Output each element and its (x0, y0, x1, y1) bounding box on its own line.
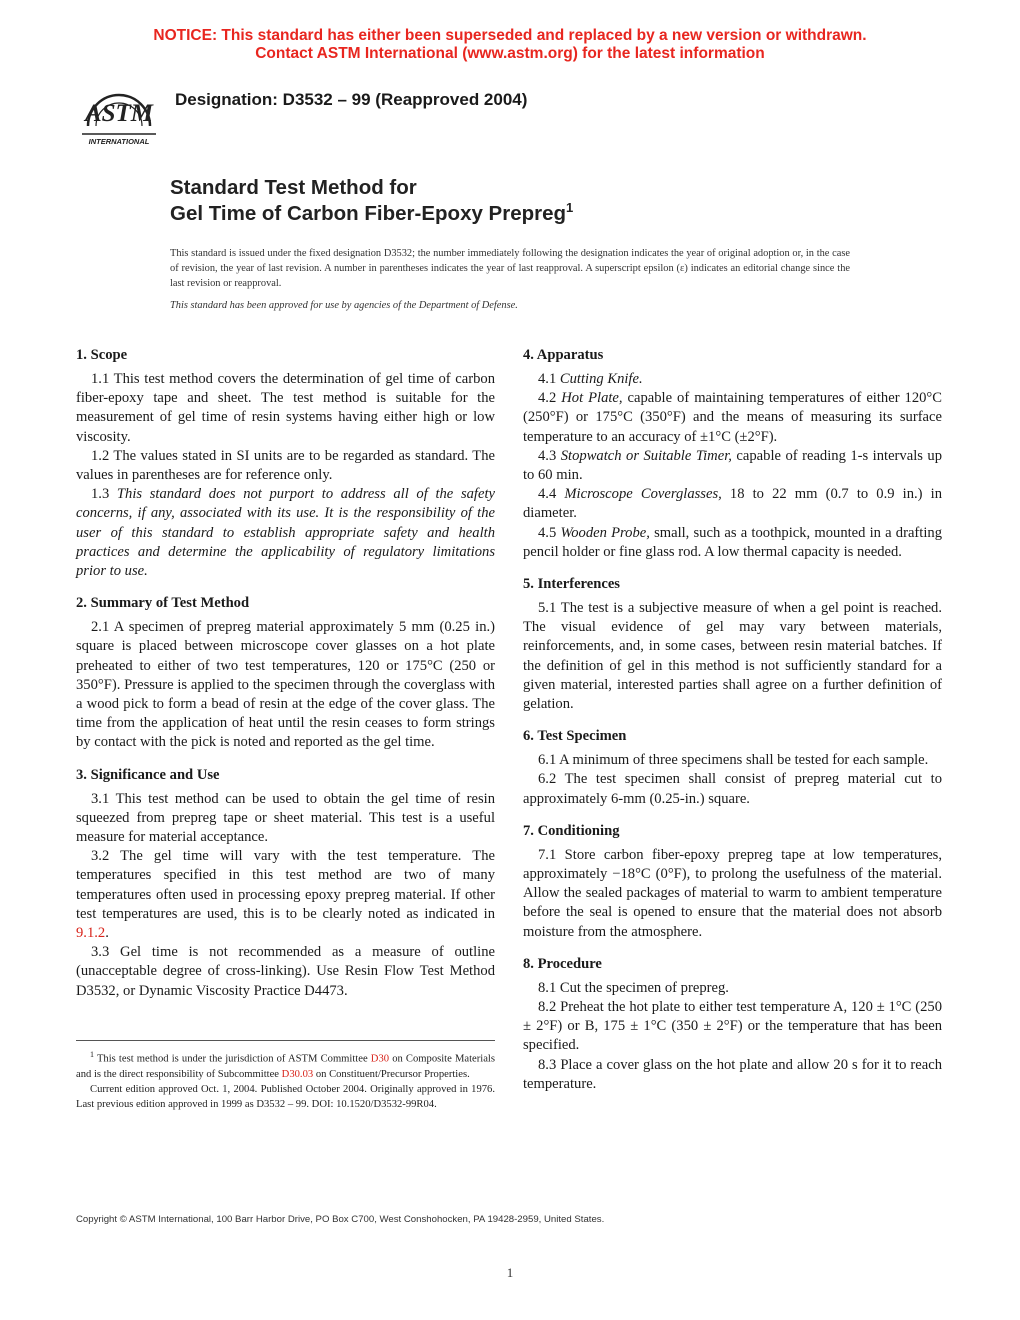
para-text-end: . (105, 925, 109, 942)
right-column (523, 345, 942, 1106)
left-column (76, 345, 495, 1013)
paragraph (523, 770, 942, 808)
paragraph (76, 790, 495, 848)
para-num: 1.1 (91, 371, 110, 387)
para-term: Wooden Probe, (560, 524, 650, 541)
para-num: 3.3 (91, 944, 110, 961)
para-text: Place a cover glass on the hot plate and allow 20 s for it to reach temperature. (523, 1056, 943, 1092)
subcommittee-link-d30-03[interactable]: D30.03 (281, 1068, 314, 1080)
dod-approval-note: This standard has been approved for use by agencies of the Department of Defense. (170, 300, 518, 311)
para-num: 7.1 (538, 846, 557, 863)
withdrawal-notice (0, 27, 1020, 63)
section-heading: 5. Interferences (523, 576, 620, 593)
para-text: This standard does not purport to address all of the safety concerns, if any, associated with its use. It is the responsibility of the user of this standard to establish appropriate safety and health practices and determine the applicability of regulatory limitations prior to use. (76, 486, 495, 580)
section-heading: 7. Conditioning (523, 822, 620, 839)
paragraph (523, 485, 942, 523)
para-num: 5.1 (538, 600, 557, 617)
section-link-9-1-2[interactable]: 9.1.2 (76, 925, 106, 942)
para-num: 3.1 (91, 790, 110, 807)
paragraph (523, 998, 942, 1056)
para-text: The test specimen shall consist of prepreg material cut to approximately 6-mm (0.25-in.) square. (523, 771, 942, 807)
section-summary (76, 593, 495, 752)
section-test-specimen (523, 726, 942, 809)
para-num: 1.3 (91, 486, 110, 503)
para-text: The gel time will vary with the test temperature. The temperatures specified in this test method are two of many temperatures often used in processing epoxy prepreg material. If other test temperatures are used, this is to be clearly noted as indicated in (76, 848, 495, 922)
footnote-text: This test method is under the jurisdiction of ASTM Committee (96, 1053, 368, 1065)
para-text: Preheat the hot plate to either test temperature A, 120 ± 1°C (250 ± 2°F) or B, 175 ± 1°C (350 ± 2°F) or the temperature that has been specified. (523, 999, 942, 1054)
section-heading: 4. Apparatus (523, 347, 604, 363)
para-text: Gel time is not recommended as a measure of outline (unacceptable degree of cross-linking). Use Resin Flow Test Method D3532, or Dynamic Viscosity Practice D4473. (76, 944, 495, 999)
astm-logo-mark (76, 74, 162, 150)
designation: Designation: D3532 – 99 (Reapproved 2004) (175, 90, 528, 109)
para-num: 8.1 (538, 979, 557, 996)
para-num: 4.5 (538, 524, 557, 541)
para-text: Cut the specimen of prepreg. (559, 979, 729, 996)
paragraph (523, 370, 942, 389)
para-num: 1.2 (91, 447, 110, 464)
notice-line-2: Contact ASTM International (www.astm.org) for the latest information (255, 45, 765, 62)
section-significance (76, 765, 495, 1001)
paragraph (76, 485, 495, 581)
paragraph (523, 751, 942, 770)
paragraph (523, 979, 942, 998)
document-title (170, 175, 573, 227)
logo-text: ASTM (84, 100, 154, 127)
notice-line-1: NOTICE: This standard has either been superseded and replaced by a new version or withdrawn. (153, 27, 867, 44)
copyright: Copyright © ASTM International, 100 Barr Harbor Drive, PO Box C700, West Conshohocken, PA 19428-2959, United States. (76, 1214, 605, 1225)
para-num: 2.1 (91, 619, 110, 636)
section-heading: 2. Summary of Test Method (76, 595, 250, 612)
paragraph (523, 389, 942, 447)
paragraph (523, 447, 942, 485)
footnote-text: on Composite Materials and is the direct responsibility of Subcommittee (76, 1053, 495, 1080)
para-term: Hot Plate, (561, 390, 623, 407)
section-heading: 3. Significance and Use (76, 766, 220, 783)
para-num: 3.2 (91, 848, 110, 865)
section-conditioning (523, 821, 942, 942)
logo-subtext: INTERNATIONAL (88, 137, 150, 146)
para-num: 6.1 (538, 752, 557, 769)
para-num: 6.2 (538, 771, 557, 788)
title-footnote-ref: 1 (566, 200, 574, 216)
footnote-1 (76, 1047, 495, 1082)
para-num: 4.4 (538, 486, 557, 503)
para-text: capable of reading 1-s intervals up to 60 min. (523, 447, 943, 484)
paragraph (76, 370, 495, 447)
page-number: 1 (506, 1265, 514, 1280)
footnote-2: Current edition approved Oct. 1, 2004. Published October 2004. Originally approved in 1976. Last previous edition approved in 1999 as D3532 – 99. DOI: 10.1520/D3532-99R04. (76, 1083, 495, 1110)
footnote-num: 1 (90, 1050, 94, 1059)
paragraph (523, 524, 942, 562)
title-line-2-text: Gel Time of Carbon Fiber-Epoxy Prepreg (170, 202, 567, 225)
para-text: This test method covers the determination of gel time of carbon fiber-epoxy tape and sheet. The test method is suitable for the measurement of gel time of resin systems having either high or low viscosity. (76, 371, 495, 445)
para-text: A minimum of three specimens shall be tested for each sample. (559, 752, 929, 769)
para-text: 18 to 22 mm (0.7 to 0.9 in.) in diameter. (523, 486, 942, 522)
para-num: 8.2 (538, 999, 557, 1016)
para-text: Store carbon fiber-epoxy prepreg tape at low temperatures, approximately −18°C (0°F), to prolong the usefulness of the material. Allow the sealed packages of material to warm to ambient temperature before the seal is opened to ensure that the material does not absorb moisture from the atmosphere. (523, 846, 943, 940)
para-text: capable of maintaining temperatures of either 120°C (250°F) or 175°C (350°F) and the means of measuring its surface temperature to an accuracy of ±1°C (±2°F). (523, 390, 942, 445)
committee-link-d30[interactable]: D30 (370, 1053, 390, 1065)
paragraph (76, 943, 495, 1001)
paragraph (76, 447, 495, 485)
section-interferences (523, 574, 942, 714)
section-heading: 6. Test Specimen (523, 728, 627, 745)
preamble: This standard is issued under the fixed designation D3532; the number immediately following the designation indicates the year of original adoption or, in the case of revision, the year of last revision. A number in parentheses indicates the year of last reapproval. A superscript epsilon (ε) indicates an editorial change since the last revision or reapproval. (170, 248, 850, 289)
paragraph (523, 599, 942, 714)
title-line-2 (170, 201, 573, 227)
section-heading: 8. Procedure (523, 955, 602, 972)
para-text: The test is a subjective measure of when a gel point is reached. The visual evidence of gel may vary between materials, reinforcements, and, in some cases, between resin material batches. If the definition of gel in this method is not sufficiently standard for a given material, interested parties shall agree on a further definition of gelation. (523, 600, 942, 713)
section-procedure (523, 954, 942, 1094)
paragraph (76, 847, 495, 943)
para-text: A specimen of prepreg material approximately 5 mm (0.25 in.) square is placed between microscope cover glasses on a hot plate preheated to either of two test temperatures, 120 or 175°C (250 or 350°F). Pressure is applied to the specimen through the coverglass with a wood pick to form a bead of resin at the edge of the cover glass. The time from the application of heat until the resin ceases to form strings by contact with the pick is noted and reported as the gel time. (76, 619, 496, 751)
footnotes (76, 1040, 495, 1112)
para-num: 8.3 (538, 1056, 557, 1073)
para-term: Cutting Knife. (559, 371, 643, 387)
paragraph (523, 1056, 942, 1094)
paragraph (76, 618, 495, 752)
para-num: 4.2 (538, 390, 557, 407)
para-text: small, such as a toothpick, mounted in a drafting pencil holder or fine glass rod. A low thermal capacity is needed. (523, 524, 942, 560)
section-apparatus (523, 345, 942, 562)
para-text: The values stated in SI units are to be regarded as standard. The values in parentheses are for reference only. (76, 447, 495, 484)
para-term: Stopwatch or Suitable Timer, (560, 447, 732, 464)
para-text: This test method can be used to obtain the gel time of resin squeezed from prepreg tape or sheet material. This test is a useful measure for material acceptance. (76, 790, 496, 846)
section-heading: 1. Scope (76, 347, 128, 363)
para-term: Microscope Coverglasses, (564, 486, 722, 503)
section-scope (76, 345, 495, 581)
astm-logo (76, 74, 162, 150)
footnote-text: on Constituent/Precursor Properties. (315, 1068, 470, 1080)
para-num: 4.1 (538, 371, 557, 387)
title-line-1: Standard Test Method for (170, 176, 417, 199)
paragraph (523, 846, 942, 942)
para-num: 4.3 (538, 447, 557, 464)
